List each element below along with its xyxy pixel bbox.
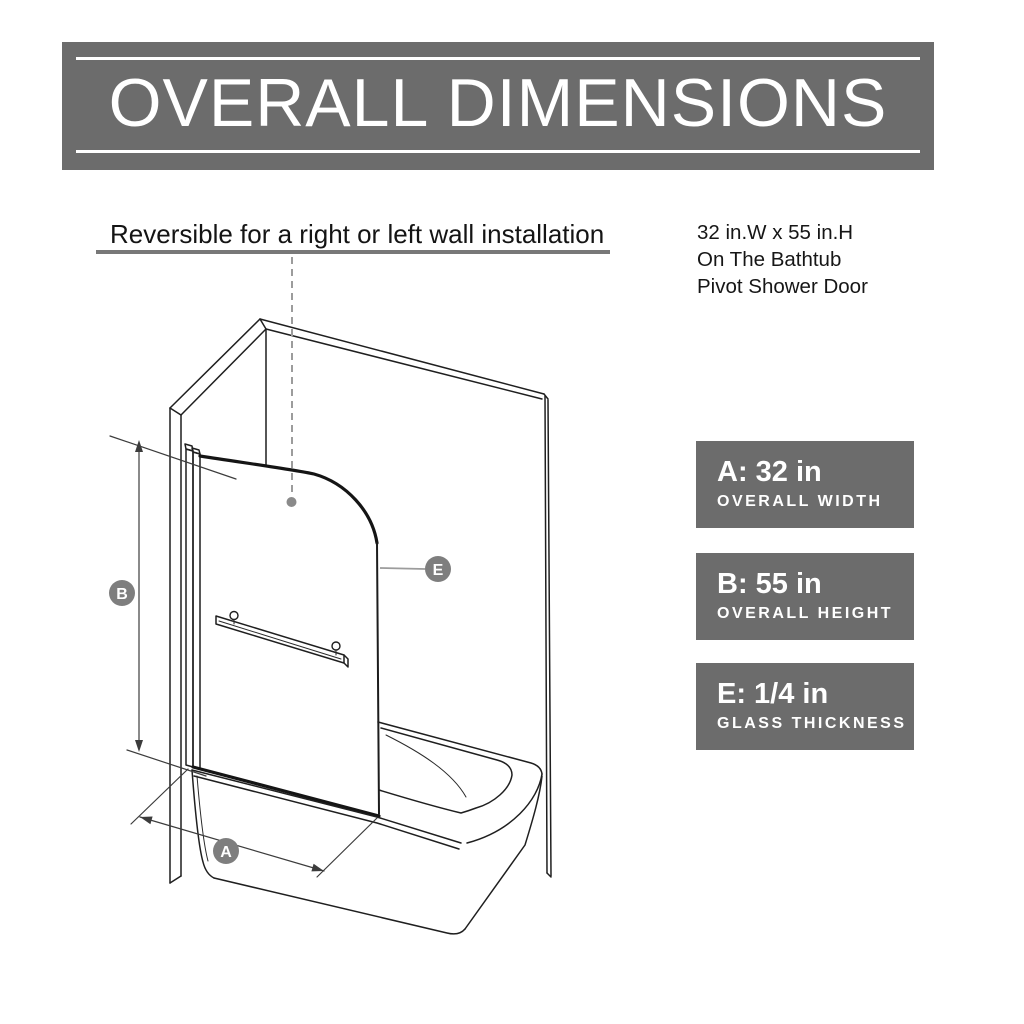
subtitle: Reversible for a right or left wall installation (110, 219, 605, 249)
spec-box-overall-width (696, 441, 914, 528)
spec-value-e: E: 1/4 in (717, 678, 829, 710)
page-title: OVERALL DIMENSIONS (108, 64, 888, 141)
spec-box-glass-thickness (696, 663, 914, 750)
product-info-size: 32 in.W x 55 in.H (697, 221, 854, 244)
spec-value-a: A: 32 in (717, 456, 822, 488)
dimension-b (109, 436, 236, 776)
spec-value-b: B: 55 in (717, 568, 822, 600)
label-e: E (432, 562, 444, 579)
spec-label-b: OVERALL HEIGHT (717, 605, 894, 622)
label-b: B (116, 586, 128, 603)
hinge-profile (185, 444, 200, 769)
product-info-type: Pivot Shower Door (697, 275, 868, 298)
wall (170, 319, 551, 883)
product-info-mount: On The Bathtub (697, 248, 842, 271)
pivot-dot (287, 497, 297, 507)
towel-bar-knob (230, 612, 238, 620)
spec-box-overall-height (696, 553, 914, 640)
spec-label-a: OVERALL WIDTH (717, 493, 883, 510)
glass-door (193, 456, 379, 816)
towel-bar (216, 612, 348, 668)
spec-label-e: GLASS THICKNESS (717, 715, 907, 732)
towel-bar-knob (332, 642, 340, 650)
label-a: A (220, 844, 232, 861)
callout-e (380, 556, 451, 582)
